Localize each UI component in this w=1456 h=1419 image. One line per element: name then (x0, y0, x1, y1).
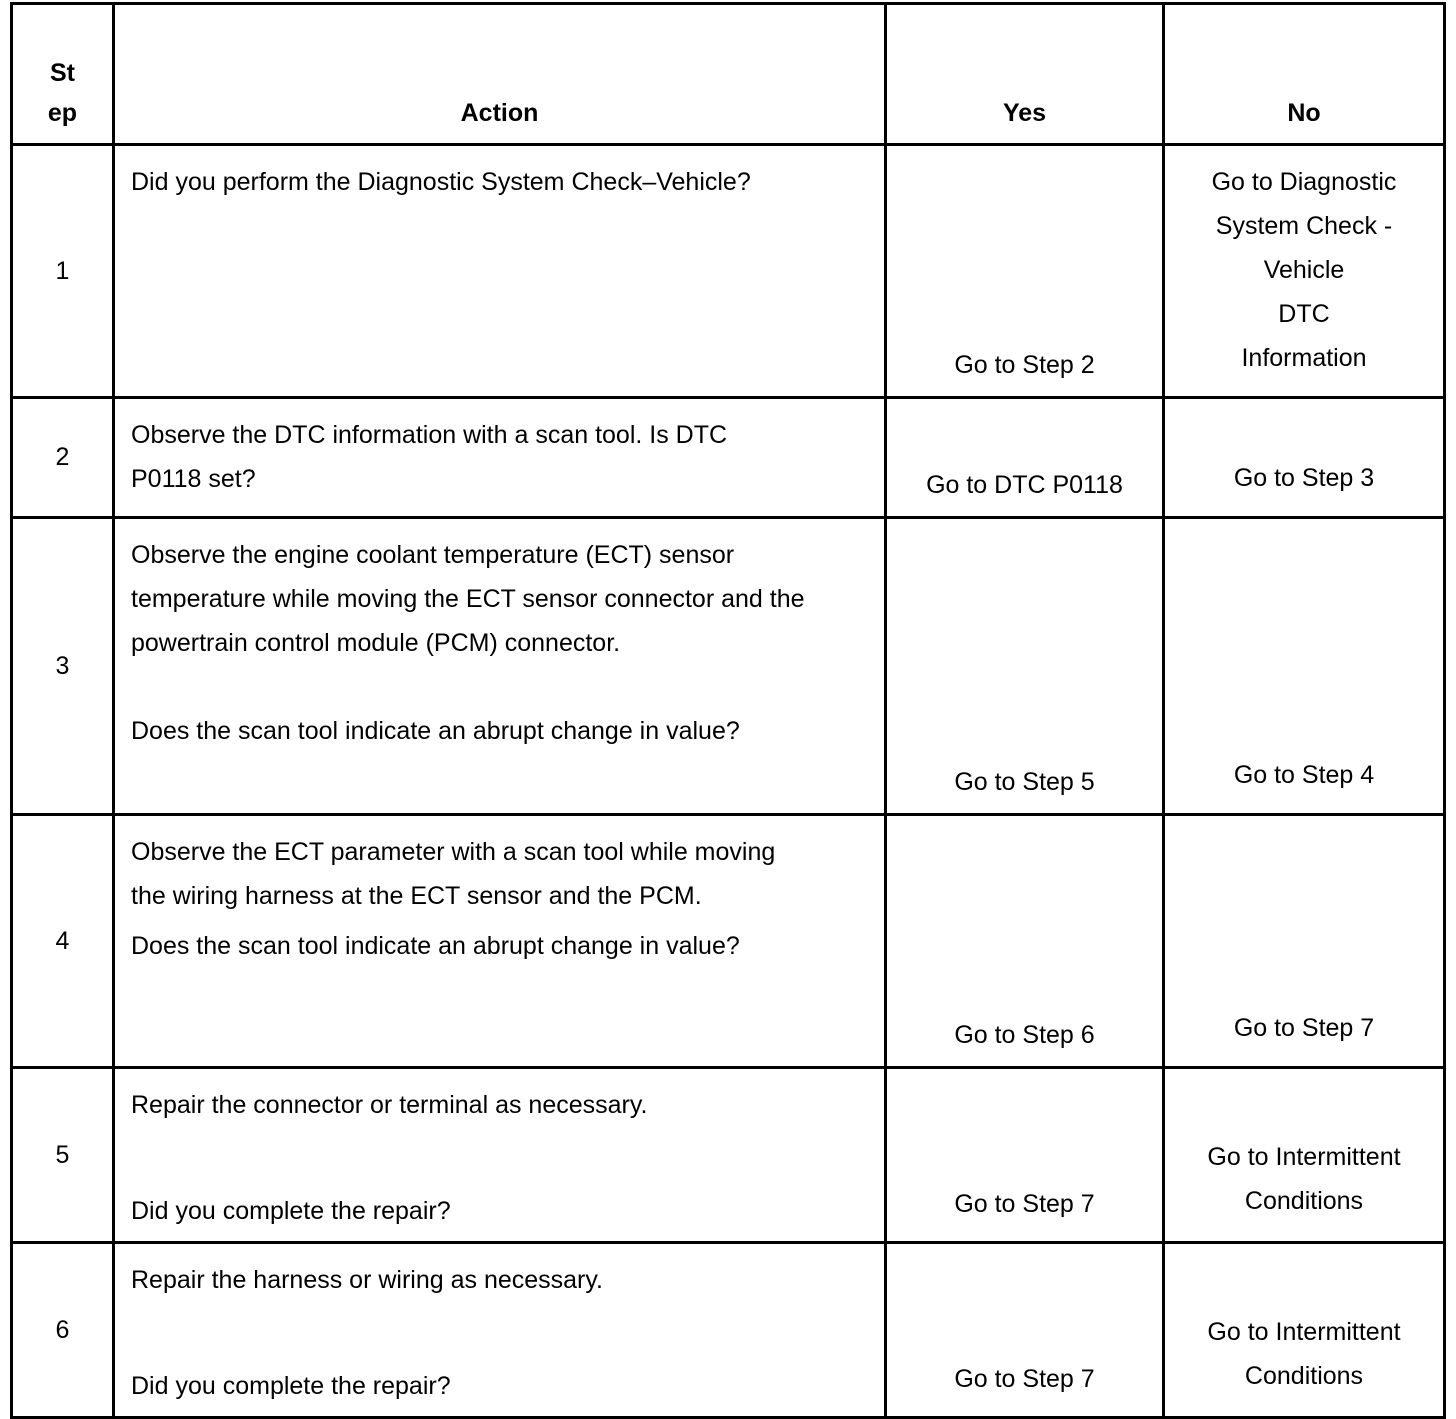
no-line: Go to Diagnostic (1211, 168, 1397, 196)
yes-outcome: Go to Step 7 (886, 1068, 1164, 1243)
step-number: 6 (12, 1243, 114, 1418)
table-row (12, 518, 1445, 815)
no-outcome (1164, 145, 1445, 398)
paragraph-gap (131, 665, 814, 709)
action-paragraph: Does the scan tool indicate an abrupt change in value? (131, 932, 740, 960)
header-no: No (1164, 4, 1445, 145)
table-row (12, 1068, 1445, 1243)
action-paragraph: Repair the connector or terminal as necessary. (131, 1091, 648, 1119)
no-line: Vehicle (1263, 256, 1345, 284)
no-outcome (1164, 1243, 1445, 1418)
action-text (114, 1068, 886, 1243)
no-outcome: Go to Step 4 (1164, 518, 1445, 815)
table-row (12, 145, 1445, 398)
no-line: Conditions (1244, 1362, 1364, 1390)
no-outcome: Go to Step 7 (1164, 815, 1445, 1068)
action-text (114, 145, 886, 398)
step-number: 1 (12, 145, 114, 398)
no-line: Go to Intermittent (1207, 1143, 1401, 1171)
header-action: Action (114, 4, 886, 145)
action-paragraph: Observe the DTC information with a scan tool. Is DTC P0118 set? (131, 421, 728, 493)
action-paragraph: Observe the ECT parameter with a scan tool while moving the wiring harness at the ECT sensor and the PCM. (131, 838, 776, 910)
header-yes: Yes (886, 4, 1164, 145)
header-step: St ep (12, 4, 114, 145)
table-row (12, 815, 1445, 1068)
no-line: System Check - (1215, 212, 1393, 240)
no-line: Information (1241, 344, 1367, 372)
action-text (114, 398, 886, 518)
action-text (114, 518, 886, 815)
action-paragraph: Did you complete the repair? (131, 1372, 451, 1400)
no-line: DTC (1278, 300, 1330, 328)
no-line: Go to Intermittent (1207, 1318, 1401, 1346)
yes-outcome: Go to Step 2 (886, 145, 1164, 398)
step-number: 3 (12, 518, 114, 815)
yes-outcome: Go to Step 7 (886, 1243, 1164, 1418)
action-text (114, 1243, 886, 1418)
action-text (114, 815, 886, 1068)
paragraph-gap (131, 1127, 874, 1189)
action-paragraph: Observe the engine coolant temperature (ECT) sensor temperature while moving the ECT sensor connector and the powertrain control module (PCM) connector. (131, 541, 805, 657)
yes-outcome: Go to DTC P0118 (886, 398, 1164, 518)
paragraph-gap (131, 1302, 874, 1364)
header-row (12, 4, 1445, 145)
step-number: 5 (12, 1068, 114, 1243)
diagnostic-table (10, 2, 1446, 1419)
step-number: 2 (12, 398, 114, 518)
no-outcome (1164, 1068, 1445, 1243)
no-line: Conditions (1244, 1187, 1364, 1215)
no-outcome: Go to Step 3 (1164, 398, 1445, 518)
yes-outcome: Go to Step 5 (886, 518, 1164, 815)
step-number: 4 (12, 815, 114, 1068)
yes-outcome: Go to Step 6 (886, 815, 1164, 1068)
action-paragraph: Did you complete the repair? (131, 1197, 451, 1225)
action-paragraph: Does the scan tool indicate an abrupt change in value? (131, 717, 740, 745)
action-paragraph: Repair the harness or wiring as necessary. (131, 1266, 603, 1294)
table-row (12, 1243, 1445, 1418)
table-row (12, 398, 1445, 518)
action-paragraph: Did you perform the Diagnostic System Check–Vehicle? (131, 168, 751, 196)
